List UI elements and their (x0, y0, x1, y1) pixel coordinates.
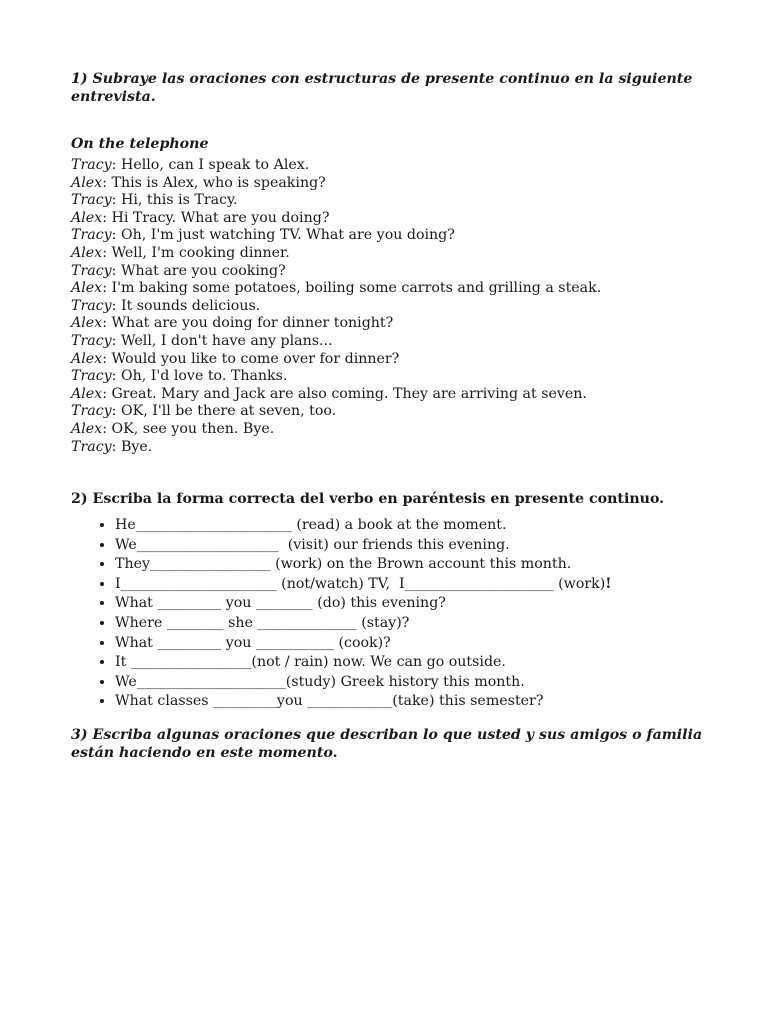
dialogue-line (71, 315, 711, 333)
line-text: : I'm baking some potatoes, boiling some carrots and grilling a steak. (102, 280, 602, 297)
dialogue-line (71, 192, 711, 210)
dialogue-line (71, 386, 711, 404)
worksheet (71, 70, 711, 762)
speaker: Tracy (71, 332, 112, 349)
line-text: : It sounds delicious. (111, 297, 261, 314)
dialogue-line (71, 403, 711, 421)
line-text: : Would you like to come over for dinner? (102, 350, 400, 367)
section2-instruction: 2) Escriba la forma correcta del verbo en paréntesis en presente continuo. (71, 491, 665, 508)
exercise-item: • What classes _________you ____________(take) this semester? (115, 692, 711, 712)
speaker: Alex (71, 209, 103, 226)
line-text: : This is Alex, who is speaking? (102, 174, 326, 191)
dialogue-line (71, 298, 711, 316)
line-text: : What are you cooking? (111, 262, 286, 279)
dialogue-line (71, 280, 711, 298)
dialogue-line (71, 245, 711, 263)
exercise-list (71, 516, 711, 712)
line-text: : Hi, this is Tracy. (111, 192, 238, 209)
line-text: : Great. Mary and Jack are also coming. They are arriving at seven. (102, 385, 587, 402)
speaker: Alex (71, 420, 103, 437)
line-text: : What are you doing for dinner tonight? (102, 315, 394, 332)
line-text: : Oh, I'm just watching TV. What are you doing? (111, 227, 455, 244)
dialogue-line (71, 421, 711, 439)
line-text: : Bye. (111, 438, 153, 455)
exercise-item: • We_____________________(study) Greek history this month. (115, 673, 711, 693)
speaker: Tracy (71, 192, 112, 209)
dialogue-line (71, 227, 711, 245)
line-text: : Well, I'm cooking dinner. (102, 244, 290, 261)
speaker: Tracy (71, 368, 112, 385)
dialogue-line (71, 175, 711, 193)
dialogue-title: On the telephone (71, 136, 209, 152)
speaker: Tracy (71, 157, 112, 173)
exclamation-mark: ! (605, 575, 612, 592)
speaker: Tracy (71, 262, 112, 279)
dialogue-line (71, 263, 711, 281)
exercise-item (115, 575, 711, 595)
exercise-item: • He______________________ (read) a book at the moment. (115, 516, 711, 536)
exercise-item: • They_________________ (work) on the Brown account this month. (115, 555, 711, 575)
speaker: Alex (71, 315, 103, 332)
exercise-text: I______________________ (not/watch) TV, I_____________________ (work) (115, 575, 606, 592)
speaker: Tracy (71, 227, 112, 244)
dialogue-list (71, 157, 711, 456)
speaker: Tracy (71, 403, 112, 420)
speaker: Tracy (71, 438, 112, 455)
dialogue-line (71, 157, 711, 175)
dialogue-line (71, 333, 711, 351)
line-text: : OK, I'll be there at seven, too. (111, 403, 337, 420)
speaker: Alex (71, 280, 103, 297)
line-text: : Hi Tracy. What are you doing? (102, 209, 330, 226)
exercise-item: • We____________________ (visit) our friends this evening. (115, 536, 711, 556)
exercise-item: • It _________________(not / rain) now. We can go outside. (115, 653, 711, 673)
dialogue-line (71, 439, 711, 457)
dialogue-line (71, 368, 711, 386)
dialogue-line (71, 210, 711, 228)
line-text: : OK, see you then. Bye. (102, 420, 275, 437)
speaker: Alex (71, 350, 103, 367)
speaker: Alex (71, 385, 103, 402)
section1-instruction: 1) Subraye las oraciones con estructuras de presente continuo en la siguiente entrevista. (71, 71, 693, 105)
exercise-item: • What _________ you ___________ (cook)? (115, 634, 711, 654)
line-text: : Oh, I'd love to. Thanks. (111, 368, 288, 385)
line-text: : Hello, can I speak to Alex. (111, 157, 310, 173)
exercise-item: • Where ________ she ______________ (stay)? (115, 614, 711, 634)
exercise-item: • What _________ you ________ (do) this evening? (115, 594, 711, 614)
speaker: Tracy (71, 297, 112, 314)
dialogue-line (71, 351, 711, 369)
section3-instruction: 3) Escriba algunas oraciones que describan lo que usted y sus amigos o familia están haciendo en este momento. (71, 727, 703, 762)
line-text: : Well, I don't have any plans... (111, 332, 333, 349)
speaker: Alex (71, 174, 103, 191)
speaker: Alex (71, 244, 103, 261)
